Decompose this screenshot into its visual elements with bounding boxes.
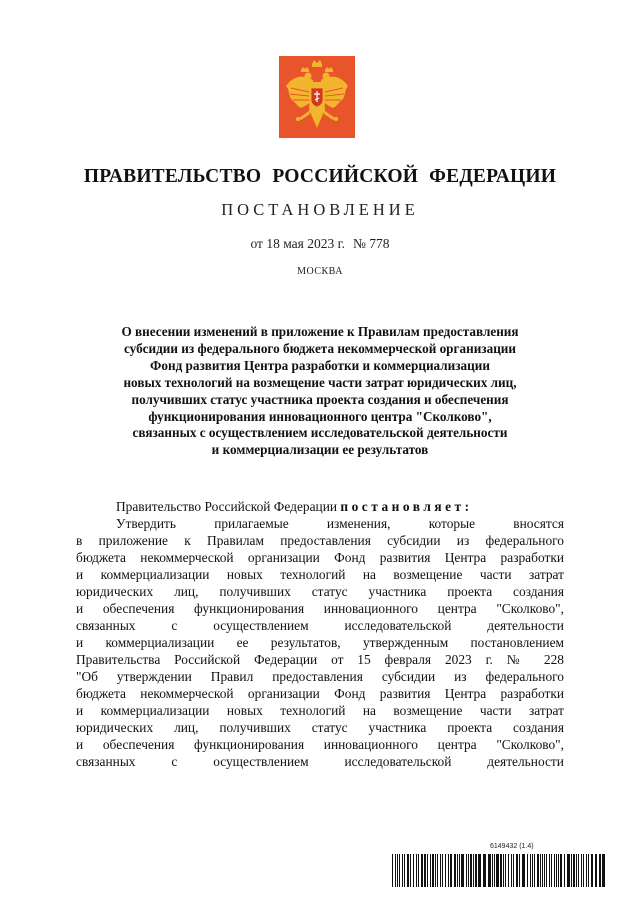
- body-line: "Об утверждении Правил предоставления субсидии из федерального: [76, 669, 564, 684]
- subject-line: и коммерциализации ее результатов: [211, 442, 429, 458]
- word: деятельности: [487, 618, 564, 633]
- word: исследовательской: [344, 754, 452, 769]
- word: с: [171, 618, 178, 633]
- word: изменения,: [326, 516, 391, 531]
- subject-line: функционирования инновационного центра "Сколково",: [148, 408, 492, 424]
- barcode-icon: [392, 854, 607, 887]
- word: связанных: [76, 618, 136, 633]
- body-line: и обеспечения функционирования инновационного центра "Сколково",: [76, 601, 564, 616]
- body-line: юридических лиц, получивших статус участника проекта создания: [76, 720, 564, 735]
- document-number: № 778: [353, 236, 390, 251]
- coat-of-arms-icon: [279, 56, 355, 138]
- body-line: Правительства Российской Федерации от 15 февраля 2023 г. № 228: [76, 652, 564, 667]
- subject-line: связанных с осуществлением исследовательской деятельности: [132, 425, 508, 441]
- document-date: от 18 мая 2023 г.: [250, 236, 345, 251]
- subject-line: новых технологий на возмещение части затрат юридических лиц,: [123, 374, 517, 390]
- document-subject: [70, 324, 570, 459]
- date-number-line: [0, 236, 640, 252]
- decree-word: постановляет:: [340, 499, 473, 514]
- body-line: бюджета некоммерческой организации Фонд развития Центра разработки: [76, 686, 564, 701]
- body-line: и коммерциализации новых технологий на возмещение части затрат: [76, 567, 564, 582]
- word: исследовательской: [344, 618, 452, 633]
- barcode-area: [392, 843, 607, 891]
- word: которые: [428, 516, 476, 531]
- word: деятельности: [487, 754, 564, 769]
- document-type: ПОСТАНОВЛЕНИЕ: [221, 200, 419, 219]
- body-line: юридических лиц, получивших статус участника проекта создания: [76, 584, 564, 599]
- body-line: [76, 617, 564, 634]
- subject-line: получивших статус участника проекта создания и обеспечения: [131, 391, 509, 407]
- body-line: и коммерциализации ее результатов, утвержденным постановлением: [76, 635, 564, 650]
- subject-line: Фонд развития Центра разработки и коммерциализации: [150, 357, 490, 373]
- document-body: [76, 498, 564, 770]
- preamble-text: Правительство Российской Федерации: [116, 499, 338, 514]
- word: с: [171, 754, 178, 769]
- word: осуществлением: [213, 618, 309, 633]
- body-line: и обеспечения функционирования инновационного центра "Сколково",: [76, 737, 564, 752]
- body-line: в приложение к Правилам предоставления субсидии из федерального: [76, 533, 564, 548]
- government-title: ПРАВИТЕЛЬСТВО РОССИЙСКОЙ ФЕДЕРАЦИИ: [83, 166, 557, 187]
- word: связанных: [76, 754, 136, 769]
- body-line: [76, 515, 564, 532]
- body-line: [76, 753, 564, 770]
- word: вносятся: [513, 516, 564, 531]
- body-line: и коммерциализации новых технологий на возмещение части затрат: [76, 703, 564, 718]
- subject-line: субсидии из федерального бюджета некоммерческой организации: [123, 340, 516, 356]
- word: осуществлением: [213, 754, 309, 769]
- body-line: бюджета некоммерческой организации Фонд развития Центра разработки: [76, 550, 564, 565]
- barcode-code: 6149432 (1.4): [490, 843, 534, 850]
- word: Утвердить: [116, 516, 176, 531]
- subject-line: О внесении изменений в приложение к Правилам предоставления: [121, 324, 519, 339]
- word: прилагаемые: [214, 516, 289, 531]
- preamble-line: [76, 498, 564, 515]
- city: МОСКВА: [297, 266, 343, 277]
